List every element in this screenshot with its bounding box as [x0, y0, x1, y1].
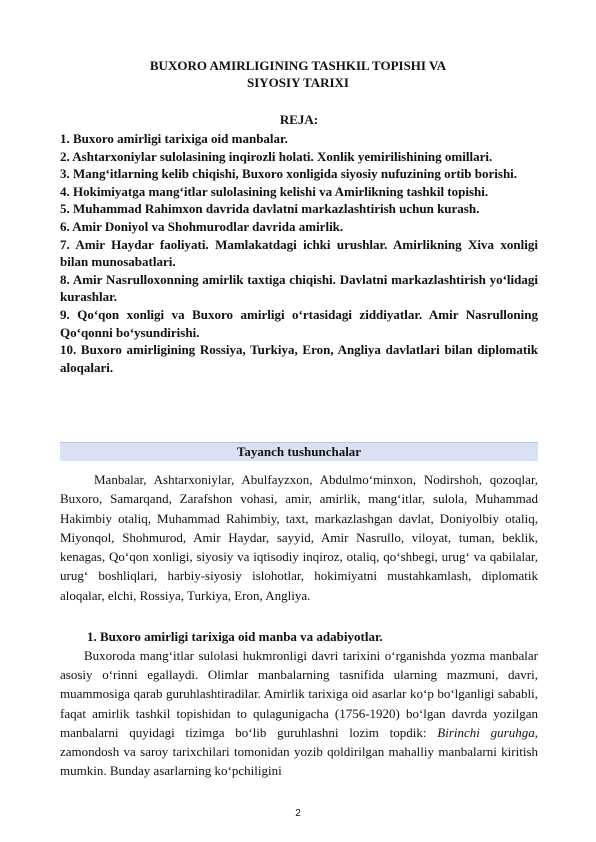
section-heading: 1. Buxoro amirligi tarixiga oid manba va adabiyotlar.: [87, 629, 383, 644]
plan-item: 5. Muhammad Rahimxon davrida davlatni markazlashtirish uchun kurash.: [60, 201, 480, 217]
emphasized-text: Birinchi guruhga: [437, 724, 535, 740]
paragraph-text: , zamondosh va saroy tarixchilari tomonidan yozib qoldirilgan mahalliy manbalarni kiritish mumkin. Bunday asarlarning ko‘pchiligini: [60, 724, 538, 779]
plan-item: 6. Amir Doniyol va Shohmurodlar davrida amirlik.: [60, 218, 344, 234]
section-paragraph: [60, 646, 538, 780]
plan-item: 1. Buxoro amirligi tarixiga oid manbalar.: [60, 131, 288, 146]
plan-item: 4. Hokimiyatga mang‘itlar sulolasining kelishi va Amirlikning tashkil topishi.: [60, 183, 489, 199]
key-concepts-banner: [60, 442, 538, 461]
plan-list: [60, 130, 538, 376]
plan-item: 8. Amir Nasrulloxonning amirlik taxtiga chiqishi. Davlatni markazlashtirish yo‘lidagi kurashlar.: [60, 271, 538, 305]
plan-item: 2. Ashtarxoniylar sulolasining inqirozli holati. Xonlik yemirilishining omillari.: [60, 148, 493, 164]
plan-heading: REJA:: [279, 112, 319, 127]
paragraph-text: Buxoroda mang‘itlar sulolasi hukmronligi davri tarixini o‘rganishda yozma manbalar asosiy o‘rinni egallaydi. Olimlar manbalarning tasnifida ularning mazmuni, davri, muammosiga qarab guruhlashtiradilar. Amirlik tarixiga oid asarlar ko‘p bo‘lganligi sababli, faqat amirlik tashkil topishidan to qulagunigacha (1756-1920) bo‘lgan davrda yozilgan manbalarni quyidagi tizimga bo‘lib guruhlashni lozim topdik:: [60, 648, 538, 740]
page-number: 2: [295, 808, 301, 819]
document-title-line-1: BUXORO AMIRLIGINING TASHKIL TOPISHI VA: [149, 58, 447, 73]
plan-item: 7. Amir Haydar faoliyati. Mamlakatdagi ichki urushlar. Amirlikning Xiva xonligi bilan munosabatlari.: [60, 236, 538, 270]
plan-item: 9. Qo‘qon xonligi va Buxoro amirligi o‘rtasidagi ziddiyatlar. Amir Nasrulloning Qo‘qonni bo‘ysundirishi.: [60, 306, 538, 340]
document-title-line-2: SIYOSIY TARIXI: [247, 75, 349, 90]
key-concepts-paragraph: Manbalar, Ashtarxoniylar, Abulfayzxon, Abdulmo‘minxon, Nodirshoh, qozoqlar, Buxoro, Samarqand, Zarafshon vohasi, amir, amirlik, mang‘itlar, sulola, Muhammad Hakimbiy otaliq, Muhammad Rahimbiy, taxt, markazlashgan davlat, Doniyolbiy otaliq, Miyonqol, Shohmurod, Amir Haydar, sayyid, Amir Nasrullo, viloyat, tuman, beklik, kenagas, Qo‘qon xonligi, siyosiy va iqtisodiy inqiroz, otaliq, qo‘shbegi, urug‘ va qabilalar, urug‘ boshliqlari, harbiy-siyosiy islohotlar, hokimiyatni mustahkamlash, diplomatik aloqalar, elchi, Rossiya, Turkiya, Eron, Angliya.: [60, 472, 538, 603]
key-concepts-heading: Tayanch tushunchalar: [236, 444, 362, 459]
plan-item: 10. Buxoro amirligining Rossiya, Turkiya, Eron, Angliya davlatlari bilan diplomatik aloqalari.: [60, 342, 538, 375]
plan-item: 3. Mang‘itlarning kelib chiqishi, Buxoro xonligida siyosiy nufuzining ortib borishi.: [60, 166, 518, 182]
